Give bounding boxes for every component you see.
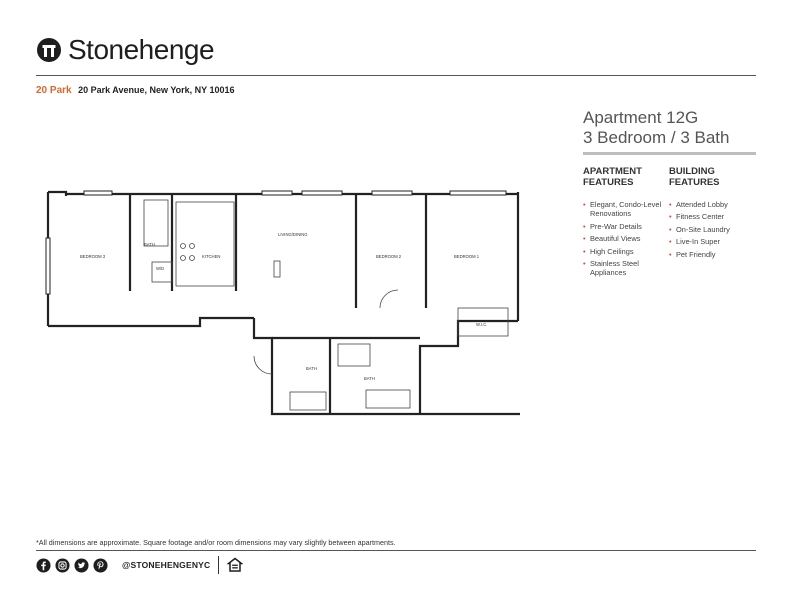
list-item: • Fitness Center: [669, 212, 756, 221]
bathtub: [144, 200, 168, 246]
apartment-title-block: [583, 108, 729, 148]
list-item: • Pet Friendly: [669, 250, 756, 259]
room-label-bedroom3: BEDROOM 3: [80, 254, 106, 259]
building-heading-line-2: FEATURES: [669, 177, 720, 188]
building-features-heading: [669, 166, 720, 188]
apartment-divider: [583, 152, 756, 155]
apartment-heading-line-2: FEATURES: [583, 177, 634, 188]
apartment-features-heading: [583, 166, 642, 188]
footer-separator: [218, 556, 219, 574]
list-item: • Live-In Super: [669, 237, 756, 246]
building-name: 20 Park: [36, 85, 72, 96]
window: [302, 191, 342, 195]
column: [274, 261, 280, 277]
facebook-icon[interactable]: [36, 558, 51, 573]
door-swing: [380, 290, 398, 308]
floor-plan: [40, 186, 525, 421]
list-item: • Attended Lobby: [669, 200, 756, 209]
stove-burner: [181, 256, 186, 261]
apartment-title: Apartment 12G: [583, 108, 699, 127]
bathtub-2: [290, 392, 326, 410]
brand-name: Stonehenge: [68, 34, 215, 65]
room-label-bedroom1: BEDROOM 1: [454, 254, 480, 259]
apartment-subtitle: 3 Bedroom / 3 Bath: [583, 128, 730, 147]
room-label-bath3: BATH: [364, 376, 375, 381]
wall-bottom-left: [48, 318, 254, 326]
equal-housing-icon: [227, 557, 243, 573]
twitter-icon[interactable]: [74, 558, 89, 573]
disclaimer: *All dimensions are approximate. Square footage and/or room dimensions may vary slightly between apartments.: [36, 538, 396, 547]
window: [450, 191, 506, 195]
brand-logo: [36, 34, 214, 66]
room-label-wd: W/D: [156, 266, 165, 271]
room-label-bath2: BATH: [306, 366, 317, 371]
window: [46, 238, 50, 294]
stonehenge-logo-icon: [36, 37, 62, 63]
door-swing: [254, 356, 272, 374]
header-divider: [36, 75, 756, 76]
building-address-line: [36, 85, 235, 96]
list-item: • Pre-War Details: [583, 222, 667, 231]
window: [262, 191, 292, 195]
stove-burner: [190, 256, 195, 261]
wall-bottom-mid: [254, 318, 520, 414]
vanity: [366, 390, 410, 408]
apartment-heading-line-1: APARTMENT: [583, 166, 642, 177]
window: [84, 191, 112, 195]
room-label-bath-small: BATH: [144, 242, 155, 247]
stove-burner: [181, 244, 186, 249]
list-item: • On-Site Laundry: [669, 225, 756, 234]
list-item: • High Ceilings: [583, 247, 667, 256]
building-heading-line-1: BUILDING: [669, 166, 715, 177]
window: [372, 191, 412, 195]
wall-top-left: [48, 192, 66, 196]
social-handle[interactable]: @STONEHENGENYC: [122, 560, 211, 570]
footer-divider: [36, 550, 756, 551]
building-features-list: [669, 200, 756, 262]
list-item: • Stainless Steel Appliances: [583, 259, 667, 278]
footer: [36, 556, 247, 574]
pinterest-icon[interactable]: [93, 558, 108, 573]
instagram-icon[interactable]: [55, 558, 70, 573]
wd-closet: [152, 262, 172, 282]
list-item: • Elegant, Condo-Level Renovations: [583, 200, 667, 219]
room-label-kitchen: KITCHEN: [202, 254, 221, 259]
room-label-living: LIVING/DINING: [278, 232, 308, 237]
room-label-bedroom2: BEDROOM 2: [376, 254, 402, 259]
apartment-features-list: [583, 200, 667, 281]
room-label-wic: W.I.C.: [476, 322, 488, 327]
stove-burner: [190, 244, 195, 249]
shower: [338, 344, 370, 366]
list-item: • Beautiful Views: [583, 234, 667, 243]
wall-right-lower: [420, 321, 518, 414]
building-address: 20 Park Avenue, New York, NY 10016: [78, 85, 235, 95]
